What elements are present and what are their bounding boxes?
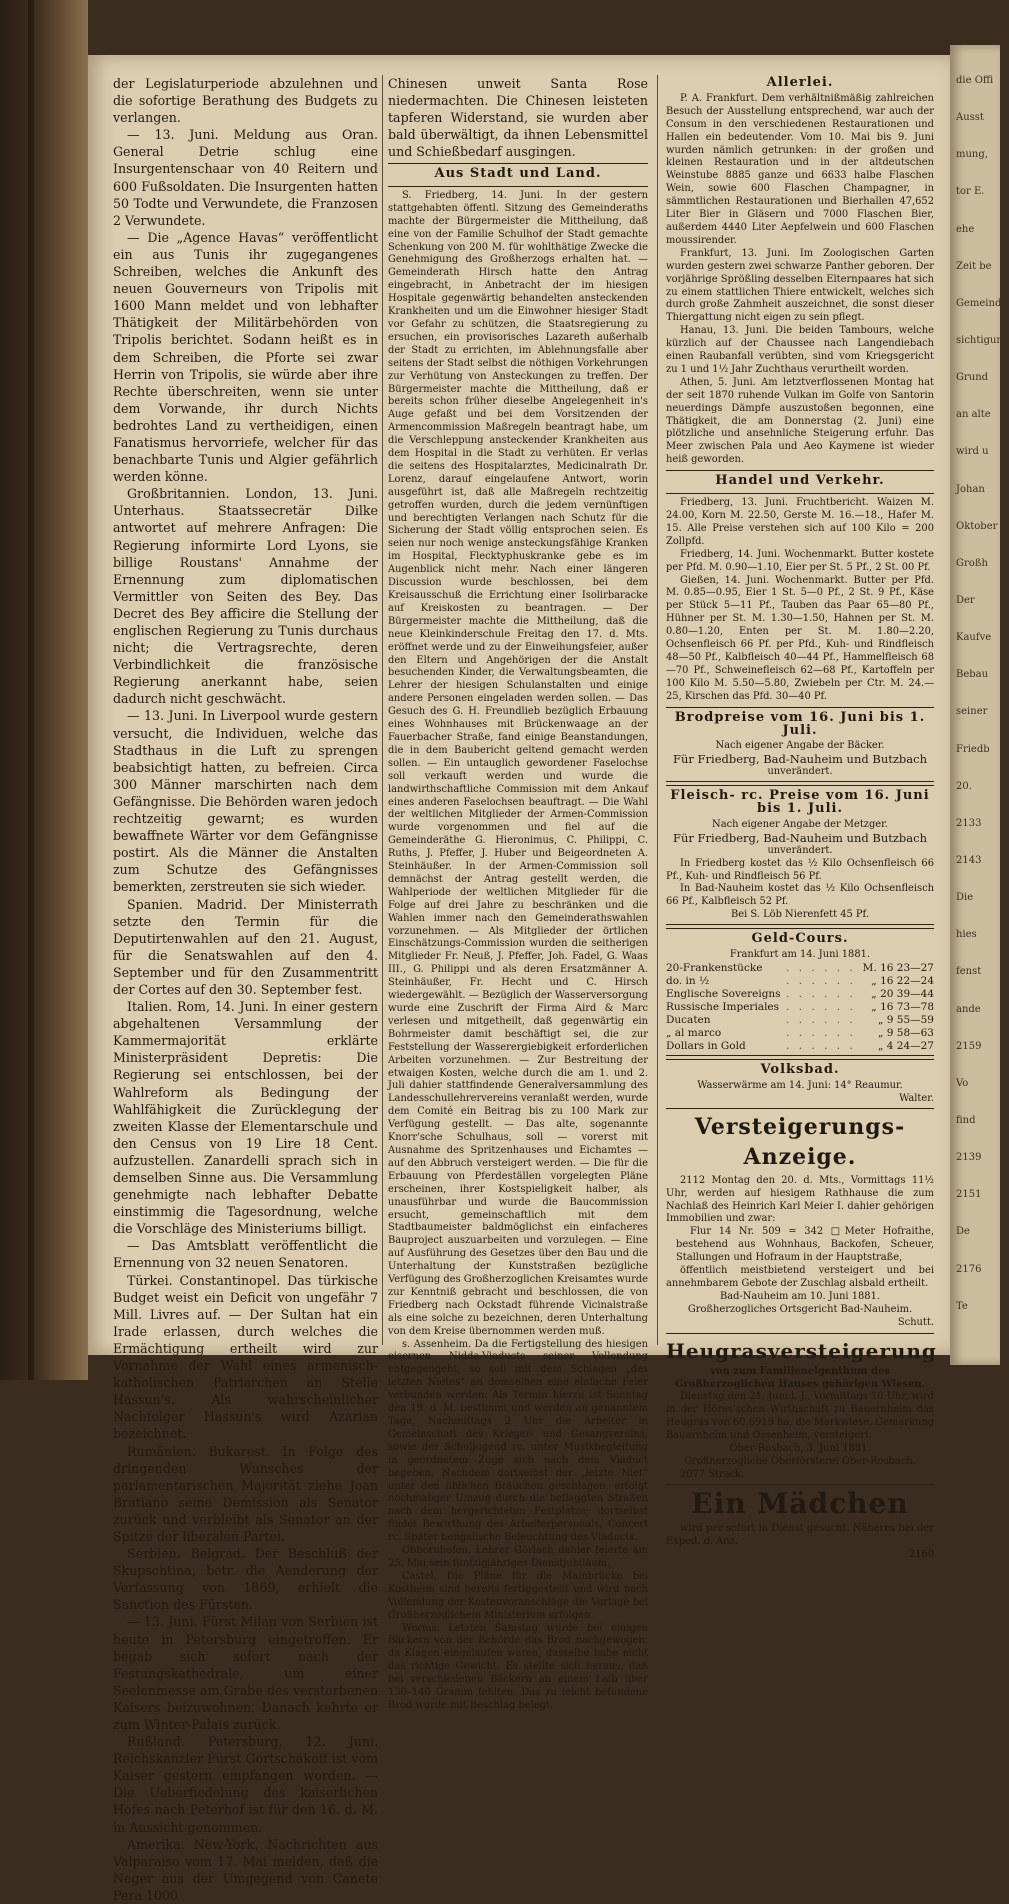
- paragraph: Großherzogliche Oberförsterei Ober-Rosbach.: [684, 1455, 916, 1467]
- paragraph: der Legislaturperiode abzulehnen und die sofortige Berathung des Budgets zu verlangen.: [113, 76, 378, 126]
- adjacent-page-text: De: [956, 1226, 970, 1238]
- newspaper-page: [88, 55, 950, 1903]
- table-row: [666, 1001, 934, 1014]
- paragraph: Türkei. Constantinopel. Das türkische Budget weist ein Deficit von ungefähr 7 Mill. Livres auf. — Der Sultan hat ein Irade erlassen, durch welches die Ermächtigung ertheilt wird zur Vornahme der Wahl eines armenisch-katholischen Patriarchen an Stelle Hassun's. Als wahrscheinlicher Nachfolger Hassun's wird Azarian bezeichnet.: [113, 1272, 378, 1442]
- paragraph: Flur 14 Nr. 509 = 342 □Meter Hofraithe, bestehend aus Wohnhaus, Backofen, Scheuer, Stallungen und Hofraum in der Hauptstraße,: [676, 1226, 934, 1264]
- adjacent-page-text: Friedb: [956, 743, 990, 755]
- paragraph: Castel. Die Pläne für die Mainbrücke bei Kostheim sind bereits fertiggestellt und wird nach Vollendung der Kostenvoranschläge die Vorlage bei Großherzoglichem Ministerium erfolgen.: [388, 1570, 648, 1621]
- adjacent-page-text: hies: [956, 929, 977, 941]
- leader-dots: . . . . . .: [786, 1040, 856, 1052]
- paragraph: Friedberg, 14. Juni. Wochenmarkt. Butter kostete per Pfd. M. 0.90—1.10, Eier per St. 5 Pf., 2 St. 00 Pf.: [666, 548, 934, 573]
- adjacent-page-text: ehe: [956, 223, 975, 235]
- section-heading-handel: Handel und Verkehr.: [715, 473, 885, 489]
- paragraph: 2112 Montag den 20. d. Mts., Vormittags 11½ Uhr, werden auf hiesigem Rathhause die zum Nachlaß des Heinrich Karl Meier I. dahier gehörigen Immobilien und zwar:: [666, 1174, 934, 1225]
- currency-box: [666, 928, 934, 1056]
- adjacent-page-text: Oktober: [956, 520, 998, 532]
- paragraph: Italien. Rom, 14. Juni. In einer gestern abgehaltenen Versammlung der Kammermajorität erklärte Ministerpräsident Depretis: Die Regierung sei entschlossen, bei der Wahlreform als Bedingung der Wahlfähigkeit die Zurücklegung der zweiten Klasse der Elementarschule und den Census von 19 Lire 18 Cent. aufzustellen. Zanardelli sprach sich in demselben Sinne aus. Die Versammlung genehmigte nach lebhafter Debatte einstimmig die Tagesordnung, welche die Vorschläge des Ministeriums billigt.: [113, 999, 378, 1237]
- binding-spine: [28, 0, 34, 1380]
- section-heading-stadt-land: Aus Stadt und Land.: [434, 166, 602, 181]
- bread-price-box: [666, 707, 934, 783]
- book-binding: [0, 0, 88, 1380]
- column-local-news: [388, 75, 648, 1711]
- hay-auction-box: [666, 1333, 937, 1485]
- paragraph: Serbien. Belgrad. Der Beschluß der Skupschtina, betr. die Aenderung der Verfassung von 1869, erhielt die Sanction des Fürsten.: [113, 1546, 378, 1613]
- bread-price-heading: Brodpreise vom 16. Juni bis 1. Juli.: [674, 709, 926, 738]
- paragraph: Chinesen unweit Santa Rose niedermachten. Die Chinesen leisteten tapferen Widerstand, sie wurden aber bald überwältigt, da ihnen Lebensmittel und Schießbedarf ausgingen.: [388, 76, 648, 159]
- auction-heading: Versteigerungs-Anzeige.: [694, 1113, 906, 1170]
- leader-dots: . . . . . .: [786, 962, 856, 974]
- currency-value: „ 4 24—27: [877, 1040, 934, 1052]
- currency-name: Russische Imperiales: [666, 1001, 780, 1013]
- currency-name: do. in ½: [666, 975, 710, 987]
- adjacent-page-text: Grund: [956, 372, 989, 384]
- paragraph: Dienstag den 21. Juni l. J., Vormittags 10 Uhr, wird in der Höres'schen Wirthschaft zu Bauernheim das Heugras von 60.6919 ha, die Markwiese, Gemarkung Bauernheim und Ossenheim, versteigert.: [666, 1391, 935, 1442]
- section-header-box: [666, 470, 934, 494]
- adjacent-page-text: 2151: [956, 1189, 982, 1201]
- leader-dots: . . . . . .: [786, 1027, 856, 1039]
- adjacent-page-text: Te: [956, 1300, 968, 1312]
- bath-temperature: Wasserwärme am 14. Juni: 14° Reaumur.: [697, 1079, 903, 1091]
- adjacent-page-text: Zeit be: [956, 260, 992, 272]
- adjacent-page-text: 20.: [956, 780, 972, 792]
- column-politics: [113, 75, 378, 1903]
- adjacent-page-text: an alte: [956, 409, 991, 421]
- bread-price-source: Nach eigener Angabe der Bäcker.: [715, 740, 885, 752]
- column-rule: [657, 75, 658, 1345]
- adjacent-page-text: Die: [956, 892, 974, 904]
- section-heading-allerlei: Allerlei.: [766, 75, 834, 90]
- currency-heading: Geld-Cours.: [751, 931, 849, 947]
- currency-date: Frankfurt am 14. Juni 1881.: [729, 949, 871, 961]
- adjacent-page-text: tor E.: [956, 186, 985, 198]
- adjacent-page-text: 2143: [956, 855, 982, 866]
- hay-auction-subheading: von zum Familieneigenthum des Großherzoglichen Hauses gehörigen Wiesen.: [675, 1365, 925, 1390]
- paragraph: P. A. Frankfurt. Dem verhältnißmäßig zahlreichen Besuch der Ausstellung entsprechend, war auch der Consum in den verschiedenen Restaurationen und Hallen ein bedeutender. Vom 10. Mai bis 9. Juni wurden nämlich getrunken: in der großen und kleinen Restauration und in der altdeutschen Weinstube 8885 ganze und 6633 halbe Flaschen Wein, sowie 600 Flaschen Champagner, in sämmtlichen Restaurationen und Bierhallen 47,652 Liter Bier in Gläsern und 7000 Flaschen Bier, außerdem 4440 Liter Aepfelwein und 600 Flaschen moussirender.: [666, 92, 934, 246]
- adjacent-page-text: Der: [956, 595, 975, 606]
- paragraph: Gießen, 14. Juni. Wochenmarkt. Butter per Pfd. M. 0.85—0.95, Eier 1 St. 5—0 Pf., 2 St. 9 Pf., Käse per Stück 5—11 Pf., Tauben das Paar 65—80 Pf., Hühner per St. M. 1.30—1.50, Hahnen per St. M. 0.80—1.20, Enten per St. M. 1.80—2.20, Ochsenfleisch 66 Pf. per Pfd., Kuh- und Rindfleisch 48—50 Pf., Kalbfleisch 40—44 Pf., Hammelfleisch 68—70 Pf., Schweinefleisch 62—68 Pf., Kartoffeln per 100 Kilo M. 5.50—5.80, Zwiebeln per Ctr. M. 24.—25, Kirschen das Pfd. 30—40 Pf.: [666, 574, 934, 702]
- paragraph: — Das Amtsblatt veröffentlicht die Ernennung von 32 neuen Senatoren.: [113, 1238, 378, 1271]
- currency-value: M. 16 23—27: [862, 962, 934, 974]
- adjacent-page-text: wird u: [956, 446, 989, 458]
- adjacent-page-text: Vo: [956, 1077, 969, 1089]
- table-row: [666, 1014, 934, 1027]
- paragraph: Großbritannien. London, 13. Juni. Unterhaus. Staatssecretär Dilke antwortet auf mehrere Anfragen: Die Regierung informirte Lord Lyons, sie billige Roustans' Annahme der Ernennung zum diplomatischen Vermittler von Seiten des Bey. Das Decret des Bey afficire die Stellung der englischen Regierung zu Tunis durchaus nicht; die Vertragsrechte, deren Verbindlichkeit die französische Regierung anerkannt habe, seien dadurch nicht geschwächt.: [113, 486, 378, 707]
- paragraph: Amerika. New-York. Nachrichten aus Valparaiso vom 17. Mai melden, daß die Neger aus der Umgegend von Canete Pera 1000: [113, 1836, 378, 1903]
- paragraph: Worms. Letzten Samstag wurde bei einigen Bäckern von der Behörde das Brod nachgewogen, da Klagen eingelaufen waren, dasselbe habe nicht das richtige Gewicht. Es stellte sich heraus, daß bei verschiedenen Bäckern an einem Laib über 130–140 Gramm fehlten. Das zu leicht befundene Brod wurde mit Beschlag belegt.: [388, 1622, 648, 1711]
- currency-value: „ 20 39—44: [871, 988, 934, 1000]
- bath-signature: Walter.: [899, 1092, 934, 1104]
- paragraph: — 13. Juni. Meldung aus Oran. General Detrie schlug eine Insurgentenschaar von 40 Reitern und 600 Fußsoldaten. Die Insurgenten hatten 50 Todte und Verwundete, die Franzosen 2 Verwundete.: [113, 127, 378, 228]
- bread-price-note: unverändert.: [767, 766, 833, 778]
- adjacent-page-text: find: [956, 1115, 976, 1126]
- adjacent-page-text: sichtigung: [956, 335, 1009, 346]
- leader-dots: . . . . . .: [786, 975, 856, 987]
- paragraph: Obbornhofen. Lehrer Görlach dahier feierte am 25. Mai sein fünfzigjähriges Dienstjubiläum.: [388, 1545, 648, 1569]
- meat-price-source: Nach eigener Angabe der Metzger.: [712, 818, 888, 830]
- paragraph: 2077 Strack.: [680, 1468, 745, 1480]
- adjacent-page-text: fenst: [956, 966, 982, 978]
- paragraph: Spanien. Madrid. Der Ministerrath setzte den Termin für die Deputirtenwahlen auf den 21. August, für die Senatswahlen auf den 4. September und für den Zusammentritt der Cortes auf den 30. September fest.: [113, 896, 378, 997]
- paragraph: wird per sofort in Dienst gesucht. Näheres bei der Exped. d. Anz.: [666, 1522, 934, 1547]
- paragraph: öffentlich meistbietend versteigert und bei annehmbarem Gebote der Zuschlag alsbald ertheilt.: [666, 1265, 934, 1289]
- bread-price-places: Für Friedberg, Bad-Nauheim und Butzbach: [673, 752, 927, 767]
- adjacent-page-text: die Offi: [956, 75, 994, 86]
- paragraph: — 13. Juni. Fürst Milan von Serbien ist heute in Petersburg eingetroffen. Er begab sich sofort nach der Festungskathedrale, um einer Seelenmesse am Grabe des verstorbenen Kaisers beizuwohnen. Danach kehrte er zum Winter-Palais zurück.: [113, 1614, 378, 1732]
- paragraph: In Bad-Nauheim kostet das ½ Kilo Ochsenfleisch 66 Pf., Kalbfleisch 52 Pf.: [666, 883, 934, 908]
- adjacent-page-fragment: [950, 45, 1009, 1365]
- currency-name: „ al marco: [666, 1027, 722, 1039]
- paragraph: In Friedberg kostet das ½ Kilo Ochsenfleisch 66 Pf., Kuh- und Rindfleisch 56 Pf.: [666, 857, 934, 882]
- section-header-box: [388, 163, 648, 187]
- paragraph: Großherzogliches Ortsgericht Bad-Nauheim.: [687, 1303, 913, 1315]
- adjacent-page-text: Ausst: [956, 112, 984, 124]
- paragraph: Rumänien. Bukarest. In Folge des dringenden Wunsches der parlamentarischen Majorität ziehe Joan Bratiano seine Demission als Senator zurück und verbleibt als Senator an der Spitze der liberalen Partei.: [113, 1443, 378, 1544]
- currency-name: Englische Sovereigns: [666, 988, 781, 1000]
- adjacent-page-text: ande: [956, 1003, 981, 1015]
- meat-price-heading: Fleisch- rc. Preise vom 16. Juni bis 1. Juli.: [670, 788, 930, 817]
- adjacent-page-text: Gemeind: [956, 297, 1002, 309]
- leader-dots: . . . . . .: [786, 1001, 856, 1013]
- currency-name: Ducaten: [666, 1014, 711, 1026]
- table-row: [666, 1027, 934, 1040]
- leader-dots: . . . . . .: [786, 988, 856, 1000]
- adjacent-page-text: 2159: [956, 1040, 982, 1052]
- table-row: [666, 962, 934, 975]
- table-row: [666, 1040, 934, 1053]
- meat-price-note: unverändert.: [767, 844, 833, 856]
- adjacent-page-text: 2133: [956, 817, 982, 829]
- adjacent-page-text: 2139: [956, 1152, 982, 1164]
- paragraph: Frankfurt, 13. Juni. Im Zoologischen Garten wurden gestern zwei schwarze Panther geboren. Der vorjährige Sprößling desselben Elternpaares hat sich zu einem stattlichen Thiere entwickelt, welches sich durch große Zahmheit auszeichnet, die sonst dieser Thiergattung nicht eigen zu sein pflegt.: [666, 247, 934, 324]
- currency-value: „ 9 58—63: [877, 1027, 934, 1039]
- ad-number: 2160: [908, 1548, 934, 1560]
- paragraph: Hanau, 13. Juni. Die beiden Tambours, welche kürzlich auf der Chaussee nach Langendiebach einen Raubanfall verübten, sind vom Kriegsgericht zu 1 und 1½ Jahr Zuchthaus verurtheilt worden.: [666, 325, 934, 375]
- adjacent-page-text: mung,: [956, 149, 988, 161]
- adjacent-page-text: Kaufve: [956, 632, 992, 644]
- paragraph: S. Friedberg, 14. Juni. In der gestern stattgehabten öffentl. Sitzung des Gemeinderaths machte der Bürgermeister die Mittheilung, daß eine von der Familie Schulhof der Stadt gemachte Schenkung von 200 M. für wohlthätige Zwecke die Genehmigung des Großherzogs erhalten hat. — Gemeinderath Hirsch hatte den Antrag eingebracht, in Anbetracht der im hiesigen Hospitale gegenwärtig behandelten ansteckenden Krankheiten und um die Einwohner hiesiger Stadt vor Gefahr zu schützen, die Staatsregierung zu ersuchen, ein provisorisches Lazareth außerhalb der Stadt zu errichten, im Ablehnungsfalle aber seitens der Stadt selbst die nöthigen Vorkehrungen zur Verhütung von Ansteckungen zu treffen. Der Bürgermeister machte die Mittheilung, daß er bereits schon früher dieselbe Angelegenheit in's Auge gefaßt und bei dem Vorsitzenden der Armencommission Maßregeln beantragt habe, um die Verschleppung ansteckender Krankheiten aus dem Hospital in die Stadt zu verhüten. Er verlas die seitens des Hospitalarztes, Medicinalrath Dr. Lorenz, darauf eingelaufene Antwort, worin ausgeführt ist, daß alle Maßregeln rechtzeitig getroffen wurden, durch die jedem vernünftigen und berechtigten Verlangen nach Schutz für die Sicherung der Stadt völlig entsprochen seien. Es seien nur noch wenige ansteckungsfähige Kranken im Hospital, Flecktyphuskranke gebe es im Augenblick nicht mehr. Nach einer längeren Discussion wurde beschlossen, bei dem Kreisausschuß die Errichtung einer Isolirbaracke auf Kreiskosten zu beantragen. — Der Bürgermeister machte die Mittheilung, daß die neue Kleinkinderschule Freitag den 17. d. Mts. eröffnet werde und zu der Einweihungsfeier, außer den Eltern und Angehörigen der die Anstalt besuchenden Kinder, die Verwaltungsbeamten, die Lehrer der hiesigen Schulanstalten und einige andere Personen eingeladen werden sollen. — Das Gesuch des G. H. Freundlieb bezüglich Erbauung eines Wohnhauses mit Brückenwaage an der Fauerbacher Straße, fand einige Beanstandungen, die in dem Baubericht geltend gemacht werden sollen. — Ein untauglich gewordener Faselochse soll verkauft werden und wurde die landwirthschaftliche Commission mit dem Ankauf eines anderen Faselochsen beauftragt. — Die Wahl der weltlichen Mitglieder der Armen-Commission wurde vorgenommen und fiel auf die Gemeinderäthe G. Hieronimus, C. Philippi, C. Ruths, J. Pfeffer, J. Huber und Beigeordneten A. Steinhäußer. In der Armen-Commission soll demnächst der Antrag gestellt werden, die Wahlperiode der weltlichen Mitglieder für die Folge auf drei Jahre zu beschränken und die Wahlen immer nach den Gemeinderathswahlen vorzunehmen. — Als Mitglieder der örtlichen Einschätzungs-Commission wurden die seitherigen Mitglieder Fr. Neuß, J. Pfeffer, Joh. Fadel, G. Waas III., G. Philippi und als deren Ersatzmänner A. Steinhäußer, Fr. Hecht und C. Hirsch wiedergewählt. — Bezüglich der Wasserversorgung wurde eine Zuschrift der Firma Aird & Marc verlesen und mitgetheilt, daß gegenwärtig ein Bohrmeister damit beschäftigt sei, die zur Feststellung der Wasserergiebigkeit erforderlichen Arbeiten vorzunehmen. — Zur Bestreitung der etwaigen Kosten, welche durch die am 1. und 2. Juli dahier stattfindende Generalversammlung des Landesschullehrervereins veranlaßt werden, wurde dem Comité ein Beitrag bis zu 100 Mark zur Verfügung gestellt. — Das alte, sogenannte Knorr'sche Schulhaus, soll — vorerst mit Ausnahme des Spritzenhauses und Eichamtes — auf den Abbruch versteigert werden. — Die für die Erbauung von Pferdeställen vorgelegten Pläne erscheinen, ihrer Kostspieligkeit halber, als unausführbar und wurde die Baucommission ersucht, gemeinschaftlich mit dem Stadtbaumeister baldmöglichst ein einfacheres Bauproject auszuarbeiten und vorzulegen. — Eine auf Ausführung des Gesetzes über den Bau und die Unterhaltung der Kunststraßen bezügliche Verfügung des Großherzoglichen Kreisamtes wurde zur Kenntniß gebracht und beschlossen, die von Friedberg nach Ockstadt führende Vicinalstraße als eine solche zu bezeichnen, deren Unterhaltung von dem Kreise übernommen werden muß.: [388, 189, 648, 1337]
- column-rule: [382, 75, 383, 1345]
- paragraph: Bad-Nauheim am 10. Juni 1881.: [719, 1290, 881, 1302]
- meat-price-box: [666, 785, 934, 925]
- paragraph: Athen, 5. Juni. Am letztverflossenen Montag hat der seit 1870 ruhende Vulkan im Golfe von Santorin neuerdings Dämpfe auszustoßen begonnen, eine Thätigkeit, die am Donnerstag (2. Juni) eine plötzliche und ansehnliche Steigerung erfuhr. Das Meer zwischen Pala und Aeo Kaymene ist wieder heiß geworden.: [666, 376, 934, 466]
- table-row: [666, 975, 934, 988]
- currency-value: „ 16 73—78: [871, 1001, 934, 1013]
- paragraph: — 13. Juni. In Liverpool wurde gestern versucht, die Individuen, welche das Stadthaus in die Luft zu sprengen beabsichtigt hatten, zu befreien. Circa 300 Männer marschirten nach dem Gefängnisse. Die Behörden waren jedoch rechtzeitig gewarnt; es wurden bewaffnete Wärter vor dem Gefängnisse postirt. Als die Männer die Anstalten zum Schutze des Gefängnisses bemerkten, zerstreuten sie sich wieder.: [113, 708, 378, 895]
- paragraph: — Die „Agence Havas“ veröffentlicht ein aus Tunis ihr zugegangenes Schreiben, welches die Ankunft des neuen Gouverneurs von Tripolis mit 1600 Mann meldet und von lebhafter Thätigkeit der Militärbehörden von Tripolis berichtet. Sodann heißt es in dem Schreiben, die Pforte sei zwar Herrin von Tripolis, sie würde aber ihre Rechte überschreiten, wenn sie unter dem Vorwande, ihr durch Nichts bedrohtes Land zu vertheidigen, einen Fanatismus hervorriefe, welcher für das benachbarte Tunis und Algier gefährlich werden könne.: [113, 229, 378, 485]
- bath-box: [666, 1059, 934, 1109]
- paragraph: s. Assenheim. Da die Fertigstellung des hiesigen eisernen Nidda-Viaducts seiner Vollendung entgegengeht, so soll mit dem Schlagen „des letzten Nietes“ an demselben eine einfache Feier verbunden werden. Als Termin hierzu ist Sonntag den 19. d. M. bestimmt und werden an genanntem Tage, Nachmittags 2 Uhr die Arbeiter in Gemeinschaft des Krieger- und Gesangvereins, sowie der Schuljugend rc. unter Musikbegleitung in geordnetem Zuge sich nach dem Viaduct begeben. Nachdem dortselbst der „letzte Niet“ unter den üblichen Bräuchen geschlagen, erfolgt nochmaliger Umzug durch die beflaggten Straßen nach dem hergerichteten Festplatze; dortselbst findet Bewirthung des Arbeiterpersonals, Concert rc. Später bengalische Beleuchtung des Viaducts.: [388, 1338, 648, 1544]
- paragraph: Schutt.: [897, 1316, 934, 1328]
- adjacent-page-text: Großh: [956, 557, 988, 569]
- paragraph: Rußland. Petersburg, 12. Juni. Reichskanzler Fürst Gortschakoff ist vom Kaiser gestern empfangen worden. — Die Ueberfiedelung des kaiserlichen Hofes nach Peterhof ist für den 16. d. M. in Aussicht genommen.: [113, 1734, 378, 1835]
- currency-value: „ 9 55—59: [877, 1014, 934, 1026]
- currency-name: Dollars in Gold: [666, 1040, 746, 1052]
- adjacent-page-text: Johan: [956, 483, 985, 495]
- maid-wanted-heading: Ein Mädchen: [691, 1486, 909, 1520]
- adjacent-page-text: seiner: [956, 706, 988, 718]
- currency-value: „ 16 22—24: [871, 975, 934, 987]
- column-miscellaneous: [666, 75, 937, 1560]
- table-row: [666, 988, 934, 1001]
- paragraph: Friedberg, 13. Juni. Fruchtbericht. Waizen M. 24.00, Korn M. 22.50, Gerste M. 16.—18., Hafer M. 15. Alle Preise verstehen sich auf 100 Kilo = 200 Zollpfd.: [666, 497, 934, 547]
- paragraph: Bei S. Löb Nierenfett 45 Pf.: [731, 909, 869, 921]
- currency-table: [666, 962, 934, 1053]
- paragraph: Ober-Rosbach, 3. Juni 1881.: [729, 1443, 871, 1455]
- adjacent-page-text: 2176: [956, 1263, 982, 1275]
- hay-auction-heading: Heugrasversteigerung: [666, 1338, 937, 1363]
- leader-dots: . . . . . .: [786, 1014, 856, 1026]
- meat-price-places: Für Friedberg, Bad-Nauheim und Butzbach: [673, 830, 927, 845]
- bath-heading: Volksbad.: [760, 1062, 840, 1077]
- currency-name: 20-Frankenstücke: [666, 962, 763, 974]
- adjacent-page-text: Bebau: [956, 669, 989, 681]
